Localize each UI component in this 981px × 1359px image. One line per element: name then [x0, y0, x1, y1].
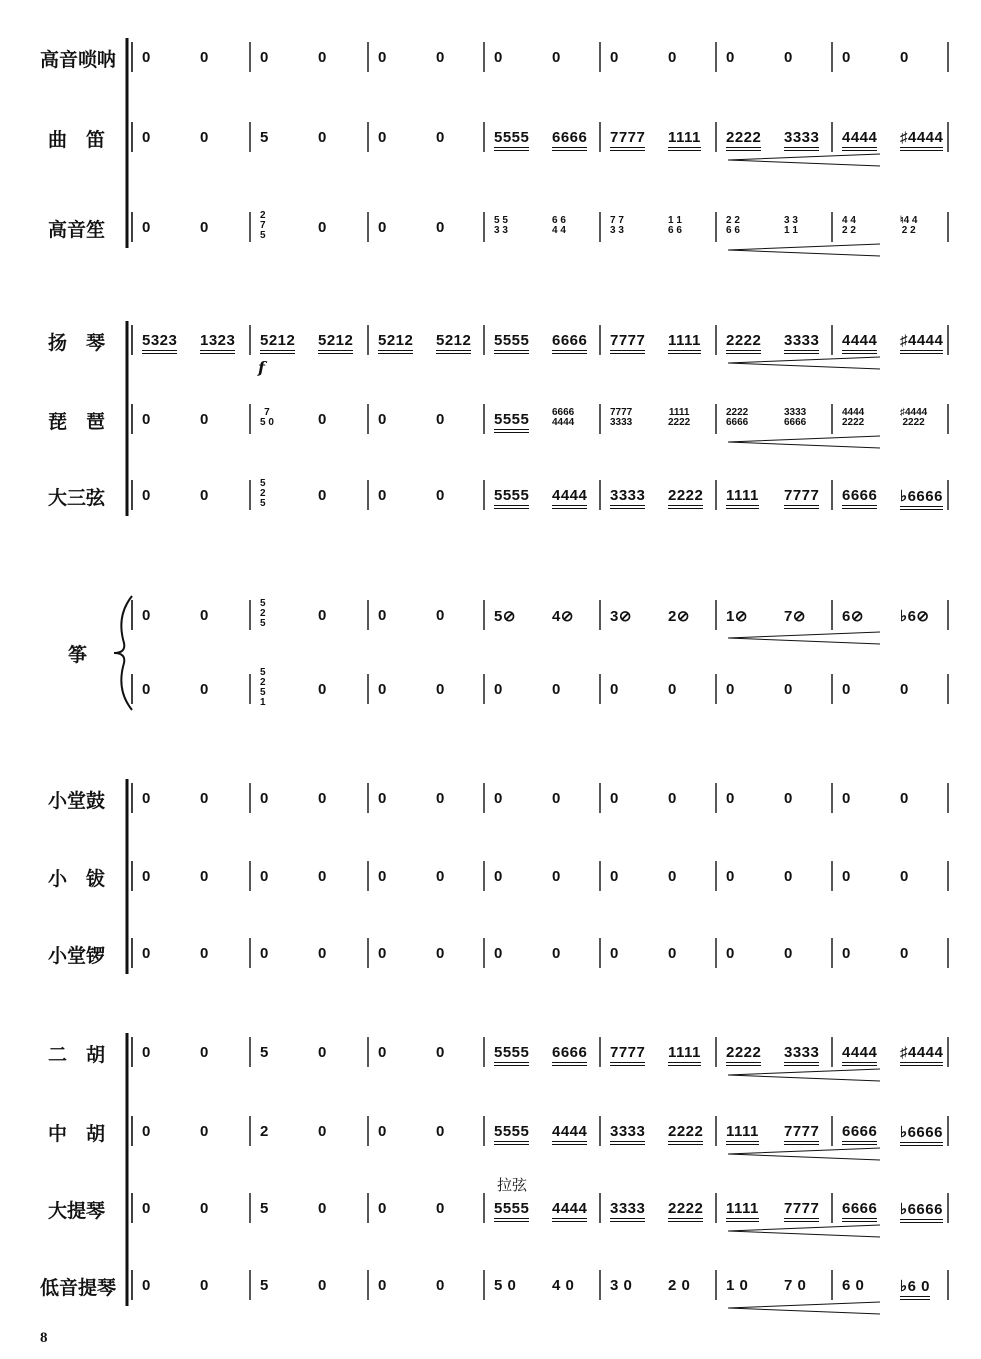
- chord-note: 7: [264, 407, 270, 418]
- zheng-brace: [114, 596, 132, 710]
- note-group: 0: [200, 1200, 209, 1217]
- note-group: 3333: [784, 129, 819, 151]
- note-group: 0: [142, 868, 151, 885]
- chord-note: 6666: [552, 407, 575, 418]
- note-group: 0: [726, 868, 735, 885]
- note-group: 4⊘: [552, 608, 574, 625]
- note-group: 0: [378, 868, 387, 885]
- chord-note: 2: [260, 488, 266, 499]
- note-group: 0: [494, 49, 503, 66]
- chord-note: 2222: [668, 417, 691, 428]
- note-group: 0: [378, 607, 387, 624]
- note-group: 0: [436, 790, 445, 807]
- note-group: 0: [378, 219, 387, 236]
- chord-note: 2 2: [842, 225, 856, 236]
- note-group: 6666: [552, 1044, 587, 1066]
- note-group: 0: [842, 49, 851, 66]
- chord-note: 7 7: [610, 215, 624, 226]
- note-group: 0: [200, 868, 209, 885]
- chord-note: ♮4 4: [900, 215, 918, 226]
- chord-note: 7777: [610, 407, 633, 418]
- note-group: 0: [378, 411, 387, 428]
- note-group: 5212: [436, 332, 471, 354]
- instrument-label: 高音唢呐: [40, 49, 117, 71]
- crescendo-hairpin: [728, 632, 880, 644]
- instrument-label: 小堂锣: [48, 945, 106, 967]
- chord-note: 5: [260, 687, 266, 698]
- note-group: 0: [200, 219, 209, 236]
- note-group: 4444: [552, 1123, 587, 1145]
- chord-note: 4444: [842, 407, 865, 418]
- note-group: 0: [436, 1044, 445, 1061]
- crescendo-hairpin: [728, 357, 880, 369]
- chord-note: 4 4: [552, 225, 566, 236]
- chord-note: 2222: [726, 407, 749, 418]
- note-group: 5: [260, 129, 269, 146]
- note-group: 0: [900, 790, 909, 807]
- note-group: 6666: [552, 129, 587, 151]
- note-group: 0: [552, 681, 561, 698]
- note-group: 0: [318, 868, 327, 885]
- note-group: 7777: [784, 1200, 819, 1222]
- chord-stack: [260, 211, 266, 241]
- chord-note: 5: [260, 498, 266, 509]
- chord-note: 2222: [842, 417, 865, 428]
- chord-note: 3 3: [494, 225, 508, 236]
- note-group: 0: [318, 1044, 327, 1061]
- chord-note: 6 6: [668, 225, 682, 236]
- crescendo-hairpin: [728, 1148, 880, 1160]
- note-group: 0: [436, 868, 445, 885]
- note-group: 0: [260, 868, 269, 885]
- note-group: 0: [552, 945, 561, 962]
- note-group: ♭6⊘: [900, 608, 930, 625]
- note-group: 0: [784, 945, 793, 962]
- note-group: 0: [900, 681, 909, 698]
- chord-note: 3333: [610, 417, 633, 428]
- note-group: 0: [200, 945, 209, 962]
- note-group: 7777: [610, 1044, 645, 1066]
- chord-note: 5 0: [260, 417, 274, 428]
- note-group: 4444: [842, 129, 877, 151]
- note-group: 2222: [668, 1200, 703, 1222]
- note-group: 0: [436, 1277, 445, 1294]
- note-group: 0: [378, 129, 387, 146]
- note-group: 0: [200, 681, 209, 698]
- note-group: 0: [378, 790, 387, 807]
- note-group: 3333: [784, 1044, 819, 1066]
- instrument-label: 小 钹: [48, 868, 106, 890]
- note-group: 1111: [668, 1044, 701, 1066]
- instrument-label: 高音笙: [48, 219, 106, 241]
- chord-stack: [494, 216, 508, 236]
- chord-note: 1: [260, 697, 266, 708]
- note-group: 0: [842, 790, 851, 807]
- note-group: 0: [436, 945, 445, 962]
- note-group: 4 0: [552, 1277, 575, 1294]
- note-group: 6666: [842, 1200, 877, 1222]
- note-group: 0: [142, 129, 151, 146]
- note-group: 0: [436, 49, 445, 66]
- note-group: 0: [378, 49, 387, 66]
- note-group: 0: [494, 945, 503, 962]
- note-group: 0: [318, 790, 327, 807]
- note-group: 3333: [610, 487, 645, 509]
- note-group: 0: [842, 945, 851, 962]
- note-group: 0: [318, 681, 327, 698]
- chord-note: 4444: [552, 417, 575, 428]
- note-group: 0: [436, 1123, 445, 1140]
- note-group: 0: [726, 945, 735, 962]
- chord-note: 5: [260, 618, 266, 629]
- note-group: 7777: [784, 1123, 819, 1145]
- note-group: 0: [610, 681, 619, 698]
- note-group: 0: [142, 945, 151, 962]
- note-group: 6666: [842, 487, 877, 509]
- note-group: 5555: [494, 129, 529, 151]
- note-group: 0: [726, 49, 735, 66]
- note-group: 0: [900, 945, 909, 962]
- note-group: 0: [668, 790, 677, 807]
- note-group: 3333: [610, 1123, 645, 1145]
- note-group: 0: [436, 487, 445, 504]
- note-group: 4444: [842, 1044, 877, 1066]
- note-group: 0: [726, 790, 735, 807]
- crescendo-hairpin: [728, 1225, 880, 1237]
- note-group: 2222: [726, 1044, 761, 1066]
- chord-note: 3 3: [784, 215, 798, 226]
- note-group: 0: [436, 1200, 445, 1217]
- chord-note: 6666: [726, 417, 749, 428]
- chord-stack: [260, 408, 274, 428]
- note-group: 0: [260, 790, 269, 807]
- chord-stack: [260, 479, 266, 509]
- chord-stack: [900, 408, 927, 428]
- note-group: 0: [494, 790, 503, 807]
- chord-note: 5: [260, 478, 266, 489]
- note-group: 5 0: [494, 1277, 517, 1294]
- note-group: 4444: [552, 487, 587, 509]
- note-group: 6666: [552, 332, 587, 354]
- note-group: 0: [200, 1123, 209, 1140]
- note-group: 0: [552, 790, 561, 807]
- chord-stack: [668, 408, 690, 428]
- note-group: 0: [200, 1277, 209, 1294]
- instrument-label: 二 胡: [48, 1044, 106, 1066]
- instrument-label: 琵 琶: [48, 411, 106, 433]
- instrument-label: 曲 笛: [48, 129, 106, 151]
- note-group: 0: [726, 681, 735, 698]
- note-group: 1111: [668, 129, 701, 151]
- note-group: 0: [552, 49, 561, 66]
- page-number: 8: [40, 1330, 48, 1346]
- note-group: 0: [142, 681, 151, 698]
- instrument-label: 低音提琴: [40, 1277, 117, 1299]
- note-group: ♭6666: [900, 487, 943, 510]
- note-group: 0: [668, 868, 677, 885]
- note-group: 0: [842, 868, 851, 885]
- note-group: 0: [784, 681, 793, 698]
- note-group: 0: [200, 49, 209, 66]
- note-group: 7777: [610, 332, 645, 354]
- chord-stack: [552, 408, 574, 428]
- note-group: 5212: [378, 332, 413, 354]
- chord-note: 3 3: [610, 225, 624, 236]
- note-group: 0: [900, 49, 909, 66]
- note-group: 6⊘: [842, 608, 864, 625]
- note-group: 0: [142, 790, 151, 807]
- note-group: 7 0: [784, 1277, 807, 1294]
- note-group: 2 0: [668, 1277, 691, 1294]
- note-group: 2: [260, 1123, 269, 1140]
- chord-note: 2: [260, 608, 266, 619]
- note-group: 5: [260, 1200, 269, 1217]
- note-group: 0: [494, 868, 503, 885]
- note-group: 0: [318, 1277, 327, 1294]
- note-group: 0: [378, 1200, 387, 1217]
- note-group: ♭6 0: [900, 1277, 930, 1300]
- note-group: 0: [318, 607, 327, 624]
- note-group: 5555: [494, 1200, 529, 1222]
- note-group: 0: [318, 487, 327, 504]
- note-group: 0: [260, 945, 269, 962]
- note-group: 0: [436, 411, 445, 428]
- note-group: 1⊘: [726, 608, 748, 625]
- note-group: 0: [318, 945, 327, 962]
- chord-note: 5: [260, 598, 266, 609]
- note-group: 0: [200, 1044, 209, 1061]
- note-group: 0: [142, 411, 151, 428]
- note-group: 0: [610, 49, 619, 66]
- note-group: 2⊘: [668, 608, 690, 625]
- chord-note: 1 1: [784, 225, 798, 236]
- note-group: 0: [200, 790, 209, 807]
- note-group: 5212: [260, 332, 295, 354]
- note-group: 0: [200, 129, 209, 146]
- note-group: ♯4444: [900, 129, 943, 151]
- chord-note: 7: [260, 220, 266, 231]
- note-group: 0: [260, 49, 269, 66]
- note-group: 5555: [494, 411, 529, 433]
- chord-note: 6 6: [552, 215, 566, 226]
- note-group: 0: [900, 868, 909, 885]
- crescendo-hairpin: [728, 1069, 880, 1081]
- note-group: 0: [378, 1277, 387, 1294]
- note-group: 0: [318, 411, 327, 428]
- chord-note: 3333: [784, 407, 807, 418]
- note-group: 0: [200, 607, 209, 624]
- note-group: 5555: [494, 332, 529, 354]
- note-group: 0: [842, 681, 851, 698]
- instrument-label: 小堂鼓: [48, 790, 106, 812]
- note-group: 0: [378, 1044, 387, 1061]
- note-group: ♭6666: [900, 1123, 943, 1146]
- note-group: 2222: [668, 487, 703, 509]
- instrument-label: 大三弦: [48, 487, 106, 509]
- chord-note: 2 2: [726, 215, 740, 226]
- note-group: 5323: [142, 332, 177, 354]
- bowing-annotation: 拉弦: [497, 1176, 528, 1194]
- instrument-label: 大提琴: [48, 1200, 106, 1222]
- note-group: ♭6666: [900, 1200, 943, 1223]
- chord-stack: [784, 216, 798, 236]
- chord-stack: [900, 216, 917, 236]
- note-group: 0: [318, 219, 327, 236]
- chord-note: 2 2: [901, 225, 916, 236]
- note-group: 3⊘: [610, 608, 632, 625]
- crescendo-hairpin: [728, 244, 880, 256]
- note-group: 3333: [610, 1200, 645, 1222]
- chord-stack: [726, 216, 740, 236]
- note-group: 0: [142, 1277, 151, 1294]
- chord-note: 2: [260, 677, 266, 688]
- note-group: 0: [200, 487, 209, 504]
- note-group: 0: [784, 790, 793, 807]
- chord-note: 6 6: [726, 225, 740, 236]
- chord-note: 6666: [784, 417, 807, 428]
- note-group: 0: [318, 1123, 327, 1140]
- note-group: 0: [142, 607, 151, 624]
- chord-note: 1111: [668, 407, 690, 418]
- chord-stack: [784, 408, 806, 428]
- chord-stack: [842, 408, 864, 428]
- note-group: 6 0: [842, 1277, 865, 1294]
- note-group: 0: [436, 681, 445, 698]
- note-group: ♯4444: [900, 1044, 943, 1066]
- crescendo-hairpin: [728, 1302, 880, 1314]
- note-group: 5555: [494, 1123, 529, 1145]
- chord-note: 2222: [902, 417, 925, 428]
- chord-note: ♯4444: [900, 407, 928, 418]
- crescendo-hairpin: [728, 436, 880, 448]
- note-group: ♯4444: [900, 332, 943, 354]
- instrument-label: 扬 琴: [48, 332, 106, 354]
- note-group: 4444: [552, 1200, 587, 1222]
- note-group: 2222: [668, 1123, 703, 1145]
- note-group: 0: [378, 945, 387, 962]
- note-group: 0: [142, 219, 151, 236]
- note-group: 0: [142, 1200, 151, 1217]
- note-group: 1111: [668, 332, 701, 354]
- note-group: 0: [378, 487, 387, 504]
- note-group: 0: [784, 49, 793, 66]
- note-group: 6666: [842, 1123, 877, 1145]
- note-group: 0: [318, 1200, 327, 1217]
- chord-stack: [668, 216, 682, 236]
- chord-stack: [610, 216, 624, 236]
- note-group: 7777: [784, 487, 819, 509]
- chord-stack: [610, 408, 632, 428]
- note-group: 0: [142, 49, 151, 66]
- note-group: 5⊘: [494, 608, 516, 625]
- note-group: 2222: [726, 332, 761, 354]
- chord-stack: [260, 599, 266, 629]
- note-group: 0: [784, 868, 793, 885]
- note-group: 5555: [494, 487, 529, 509]
- note-group: 0: [318, 129, 327, 146]
- note-group: 4444: [842, 332, 877, 354]
- dynamic-forte: f: [258, 358, 265, 377]
- note-group: 0: [668, 945, 677, 962]
- crescendo-hairpin: [728, 154, 880, 166]
- note-group: 5555: [494, 1044, 529, 1066]
- zheng-label: 筝: [68, 644, 88, 666]
- chord-note: 2: [260, 210, 266, 221]
- note-group: 1111: [726, 1123, 759, 1145]
- note-group: 1 0: [726, 1277, 749, 1294]
- note-group: 0: [142, 487, 151, 504]
- note-group: 0: [436, 129, 445, 146]
- note-group: 0: [142, 1044, 151, 1061]
- note-group: 0: [200, 411, 209, 428]
- note-group: 0: [142, 1123, 151, 1140]
- chord-note: 4 4: [842, 215, 856, 226]
- chord-stack: [552, 216, 566, 236]
- note-group: 5212: [318, 332, 353, 354]
- note-group: 0: [378, 681, 387, 698]
- note-group: 0: [436, 219, 445, 236]
- note-group: 3333: [784, 332, 819, 354]
- note-group: 0: [436, 607, 445, 624]
- chord-stack: [842, 216, 856, 236]
- chord-note: 5: [260, 230, 266, 241]
- note-group: 0: [552, 868, 561, 885]
- note-group: 7777: [610, 129, 645, 151]
- note-group: 0: [610, 868, 619, 885]
- chord-stack: [726, 408, 748, 428]
- note-group: 7⊘: [784, 608, 806, 625]
- note-group: 0: [494, 681, 503, 698]
- note-group: 0: [610, 945, 619, 962]
- note-group: 0: [668, 49, 677, 66]
- note-group: 0: [610, 790, 619, 807]
- note-group: 5: [260, 1044, 269, 1061]
- note-group: 0: [668, 681, 677, 698]
- note-group: 3 0: [610, 1277, 633, 1294]
- chord-note: 5: [260, 667, 266, 678]
- note-group: 0: [318, 49, 327, 66]
- note-group: 1111: [726, 1200, 759, 1222]
- note-group: 1323: [200, 332, 235, 354]
- note-group: 2222: [726, 129, 761, 151]
- chord-note: 5 5: [494, 215, 508, 226]
- chord-note: 1 1: [668, 215, 682, 226]
- note-group: 0: [378, 1123, 387, 1140]
- instrument-label: 中 胡: [48, 1123, 106, 1145]
- note-group: 5: [260, 1277, 269, 1294]
- note-group: 1111: [726, 487, 759, 509]
- chord-stack: [260, 668, 266, 708]
